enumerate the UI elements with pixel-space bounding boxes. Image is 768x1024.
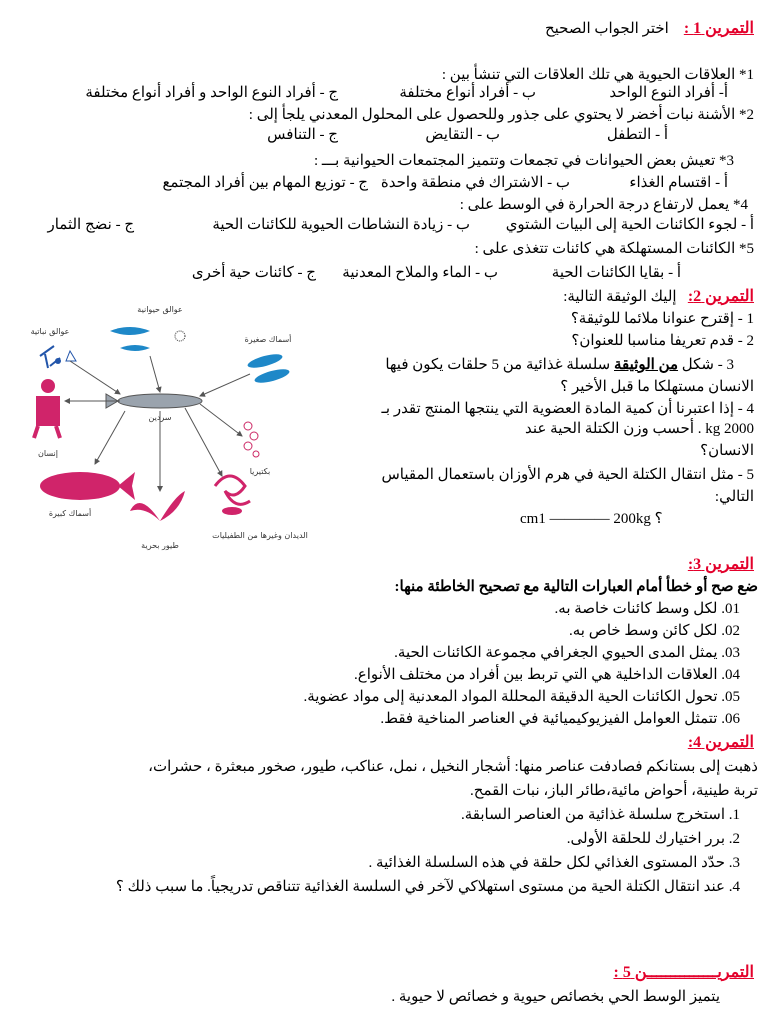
q1-option-b: ب - أفراد أنواع مختلفة xyxy=(399,85,536,101)
ex2-item-1: 1 - إقترح عنوانا ملائما للوثيقة؟ xyxy=(570,311,754,327)
ex3-item-3: 03. يمثل المدى الحيوي الجغرافي مجموعة الكائنات الحية. xyxy=(394,645,740,661)
ex3-item-4: 04. العلاقات الداخلية هي التي تربط بين أفراد من مختلف الأنواع. xyxy=(354,667,740,683)
ex4-item-1: 1. استخرج سلسلة غذائية من العناصر السابقة. xyxy=(461,807,740,823)
worms-icon xyxy=(215,476,250,515)
ex4-item-3: 3. حدّد المستوى الغذائي لكل حلقة في هذه السلسلة الغذائية . xyxy=(368,855,740,871)
ex4-title: التمرين 4: xyxy=(687,734,754,751)
q1-option-c: ج - أفراد النوع الواحد و أفراد أنواع مختلفة xyxy=(85,85,338,101)
ex5-header xyxy=(14,964,754,982)
ex2-title: التمرين 2: xyxy=(687,288,754,305)
ex2-item-5-cont: التالي: xyxy=(714,489,754,505)
small-fish-label: أسماك صغيرة xyxy=(244,335,292,344)
ex3-title: التمرين 3: xyxy=(687,556,754,573)
q4-option-a: أ - لجوء الكائنات الحية إلى البيات الشتوي xyxy=(505,217,754,233)
ex2-item-5: 5 - مثل انتقال الكتلة الحية في هرم الأوزان باستعمال المقياس xyxy=(381,467,754,483)
ex5-title: التمريـــــــــــــــن 5 : xyxy=(613,964,754,981)
ex3-instruction: ضع صح أو خطأ أمام العبارات التالية مع تصحيح الخاطئة منها: xyxy=(394,579,758,595)
ex4-item-2: 2. برر اختيارك للحلقة الأولى. xyxy=(566,831,740,847)
big-fish-icon xyxy=(40,472,135,500)
ex4-intro-2: تربة طينية، أحواض مائية،طائر الباز، نبات القمح. xyxy=(470,783,758,799)
ex2-item-3-emphasis: من الوثيقة xyxy=(614,357,679,373)
ex4-header xyxy=(14,734,754,752)
q2-stem: 2* الأشنة نبات أخضر لا يحتوي على جذور وللحصول على المحلول المعدني يلجأ إلى : xyxy=(248,107,754,123)
q5-option-c: ج - كائنات حية أخرى xyxy=(191,265,316,281)
food-web-diagram xyxy=(10,296,310,566)
worms-label: الديدان وغيرها من الطفيليات xyxy=(212,531,308,540)
food-web-arrows xyxy=(65,356,250,491)
ex5-text: يتميز الوسط الحي بخصائص حيوية و خصائص لا حيوية . xyxy=(391,989,720,1005)
human-icon xyxy=(34,379,60,438)
ex3-header xyxy=(14,556,754,574)
q2-option-c: ج - التنافس xyxy=(267,127,338,143)
ex2-item-4-cont: 2000 kg . أحسب وزن الكتلة الحية عند xyxy=(525,421,754,437)
q3-option-a: أ - اقتسام الغذاء xyxy=(629,175,728,191)
ex2-item-2: 2 - قدم تعريفا مناسبا للعنوان؟ xyxy=(571,333,754,349)
birds-label: طيور بحرية xyxy=(141,541,179,550)
zoo-label: عوالق حيوانية xyxy=(137,305,183,314)
ex1-title: التمرين 1 : xyxy=(683,20,754,37)
q3-option-b: ب - الاشتراك في منطقة واحدة xyxy=(380,175,570,191)
q3-option-c: ج - توزيع المهام بين أفراد المجتمع xyxy=(162,175,368,191)
ex4-item-4: 4. عند انتقال الكتلة الحية من مستوى استهلاكي لآخر في السلسة الغذائية تتناقص تدريجياً. ما سبب ذلك ؟ xyxy=(115,879,740,895)
ex2-intro: إليك الوثيقة التالية: xyxy=(563,289,677,305)
q5-option-a: أ - بقايا الكائنات الحية xyxy=(551,265,681,281)
bacteria-icon xyxy=(244,422,259,457)
big-fish-label: أسماك كبيرة xyxy=(48,509,92,518)
small-fish-icon xyxy=(246,352,290,386)
ex3-item-2: 02. لكل كائن وسط خاص به. xyxy=(568,623,740,639)
q3-stem: 3* تعيش بعض الحيوانات في تجمعات وتتميز المجتمعات الحيوانية بـــ : xyxy=(314,153,734,169)
q5-option-b: ب - الماء والملاح المعدنية xyxy=(342,265,498,281)
ex1-instruction: اختر الجواب الصحيح xyxy=(544,21,669,37)
q2-option-a: أ - التطفل xyxy=(606,127,668,143)
sardine-icon xyxy=(106,394,202,408)
ex1-header xyxy=(14,20,754,38)
ex2-scale: cm1 ———— 200kg ؟ xyxy=(520,511,663,527)
ex2-header xyxy=(330,288,754,306)
phytoplankton-icon xyxy=(40,346,76,368)
center-label: سردين xyxy=(148,413,172,422)
q1-stem: 1* العلاقات الحيوية هي تلك العلاقات التي تنشأ بين : xyxy=(441,67,754,83)
zooplankton-icon xyxy=(110,327,185,351)
seabird-icon xyxy=(130,491,185,521)
ex3-item-5: 05. تحول الكائنات الحية الدقيقة المحللة المواد المعدنية إلى مواد عضوية. xyxy=(303,689,740,705)
ex2-item-3-cont: الانسان مستهلكا ما قبل الأخير ؟ xyxy=(560,379,754,395)
ex2-item-4: 4 - إذا اعتبرنا أن كمية المادة العضوية التي ينتجها المنتج تقدر بـ xyxy=(381,401,754,417)
human-label: إنسان xyxy=(38,449,58,458)
ex3-item-6: 06. تتمثل العوامل الفيزيوكيميائية في العناصر المناخية فقط. xyxy=(380,711,740,727)
q5-stem: 5* الكائنات المستهلكة هي كائنات تتغذى على : xyxy=(474,241,754,257)
bacteria-label: بكتيريا xyxy=(249,467,271,476)
ex2-item-4-end: الانسان؟ xyxy=(700,443,754,459)
q4-stem: 4* يعمل لارتفاع درجة الحرارة في الوسط على : xyxy=(459,197,748,213)
q4-option-c: ج - نضج الثمار xyxy=(47,217,134,233)
q2-option-b: ب - التقايض xyxy=(425,127,500,143)
ex2-item-3: 3 - شكل من الوثيقة سلسلة غذائية من 5 حلقات يكون فيها xyxy=(385,357,734,373)
phyto-label: عوالق نباتية xyxy=(30,327,70,336)
q4-option-b: ب - زيادة النشاطات الحيوية للكائنات الحية xyxy=(212,217,470,233)
ex3-item-1: 01. لكل وسط كائنات خاصة به. xyxy=(554,601,740,617)
ex4-intro-1: ذهبت إلى بستانكم فصادفت عناصر منها: أشجار النخيل ، نمل، عناكب، طيور، صخور مبعثرة ، حشرات، xyxy=(148,759,758,775)
q1-option-a: أ- أفراد النوع الواحد xyxy=(609,85,728,101)
